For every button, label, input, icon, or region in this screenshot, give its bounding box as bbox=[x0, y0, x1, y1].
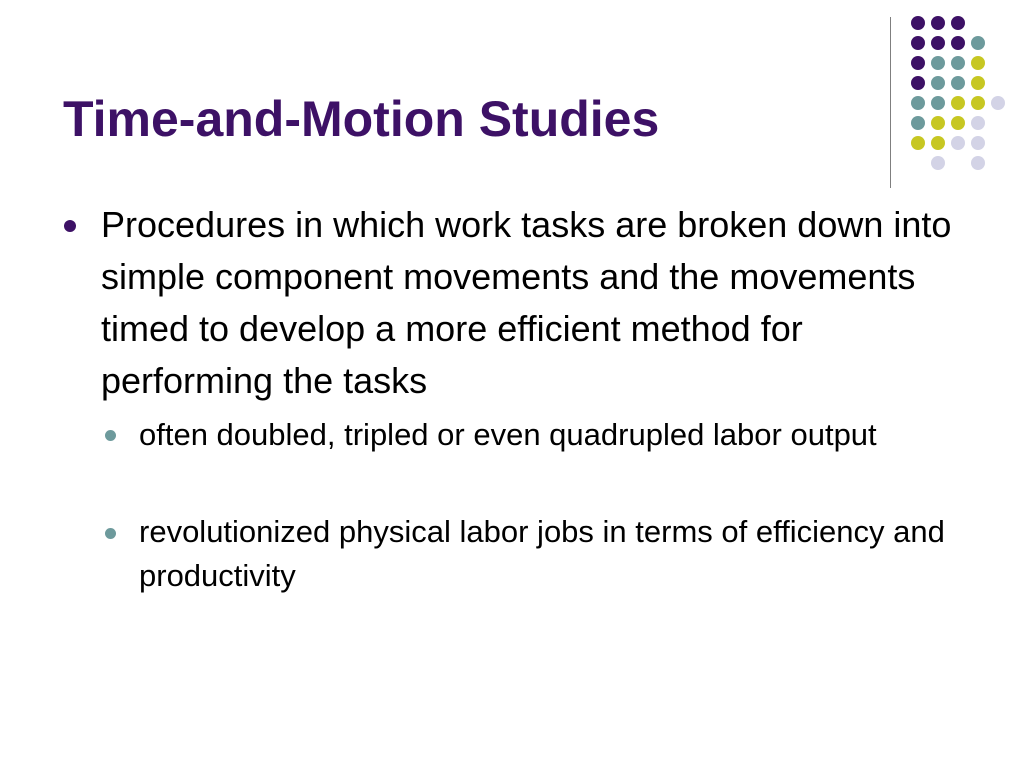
decorative-dot bbox=[931, 36, 945, 50]
sub-bullet-item-text: often doubled, tripled or even quadrupled labor output bbox=[139, 417, 877, 452]
decorative-dot bbox=[951, 16, 965, 30]
decorative-dot bbox=[931, 76, 945, 90]
decorative-dot bbox=[951, 36, 965, 50]
sub-bullet-item-text: revolutionized physical labor jobs in terms of efficiency and productivity bbox=[139, 514, 945, 593]
decorative-dot bbox=[951, 56, 965, 70]
sub-bullet-marker bbox=[105, 528, 116, 539]
decorative-dot bbox=[971, 96, 985, 110]
decorative-dot bbox=[971, 76, 985, 90]
slide-title: Time-and-Motion Studies bbox=[63, 91, 660, 147]
decorative-dot bbox=[991, 96, 1005, 110]
decorative-dot bbox=[911, 56, 925, 70]
decorative-dot bbox=[971, 56, 985, 70]
sub-bullet-marker bbox=[105, 430, 116, 441]
decorative-dot bbox=[951, 76, 965, 90]
decorative-dot-grid bbox=[0, 0, 1024, 200]
decorative-dot bbox=[971, 136, 985, 150]
decorative-dot bbox=[971, 116, 985, 130]
bullet-item-text: Procedures in which work tasks are broken down into simple component movements and the movements timed to develop a more efficient method for performing the tasks bbox=[101, 204, 952, 401]
decorative-dot bbox=[971, 36, 985, 50]
decorative-dot bbox=[911, 116, 925, 130]
decorative-dot bbox=[911, 76, 925, 90]
decorative-dot bbox=[931, 96, 945, 110]
bullet-marker bbox=[64, 220, 76, 232]
decorative-dot bbox=[931, 56, 945, 70]
decorative-dot bbox=[951, 96, 965, 110]
decorative-dot bbox=[931, 116, 945, 130]
decorative-dot bbox=[911, 36, 925, 50]
decorative-dot bbox=[951, 136, 965, 150]
decorative-dot bbox=[931, 136, 945, 150]
decorative-dot bbox=[931, 156, 945, 170]
decorative-dot bbox=[931, 16, 945, 30]
decorative-dot bbox=[911, 16, 925, 30]
decorative-dot bbox=[971, 156, 985, 170]
decorative-dot bbox=[911, 96, 925, 110]
decorative-dot bbox=[911, 136, 925, 150]
decorative-dot bbox=[951, 116, 965, 130]
